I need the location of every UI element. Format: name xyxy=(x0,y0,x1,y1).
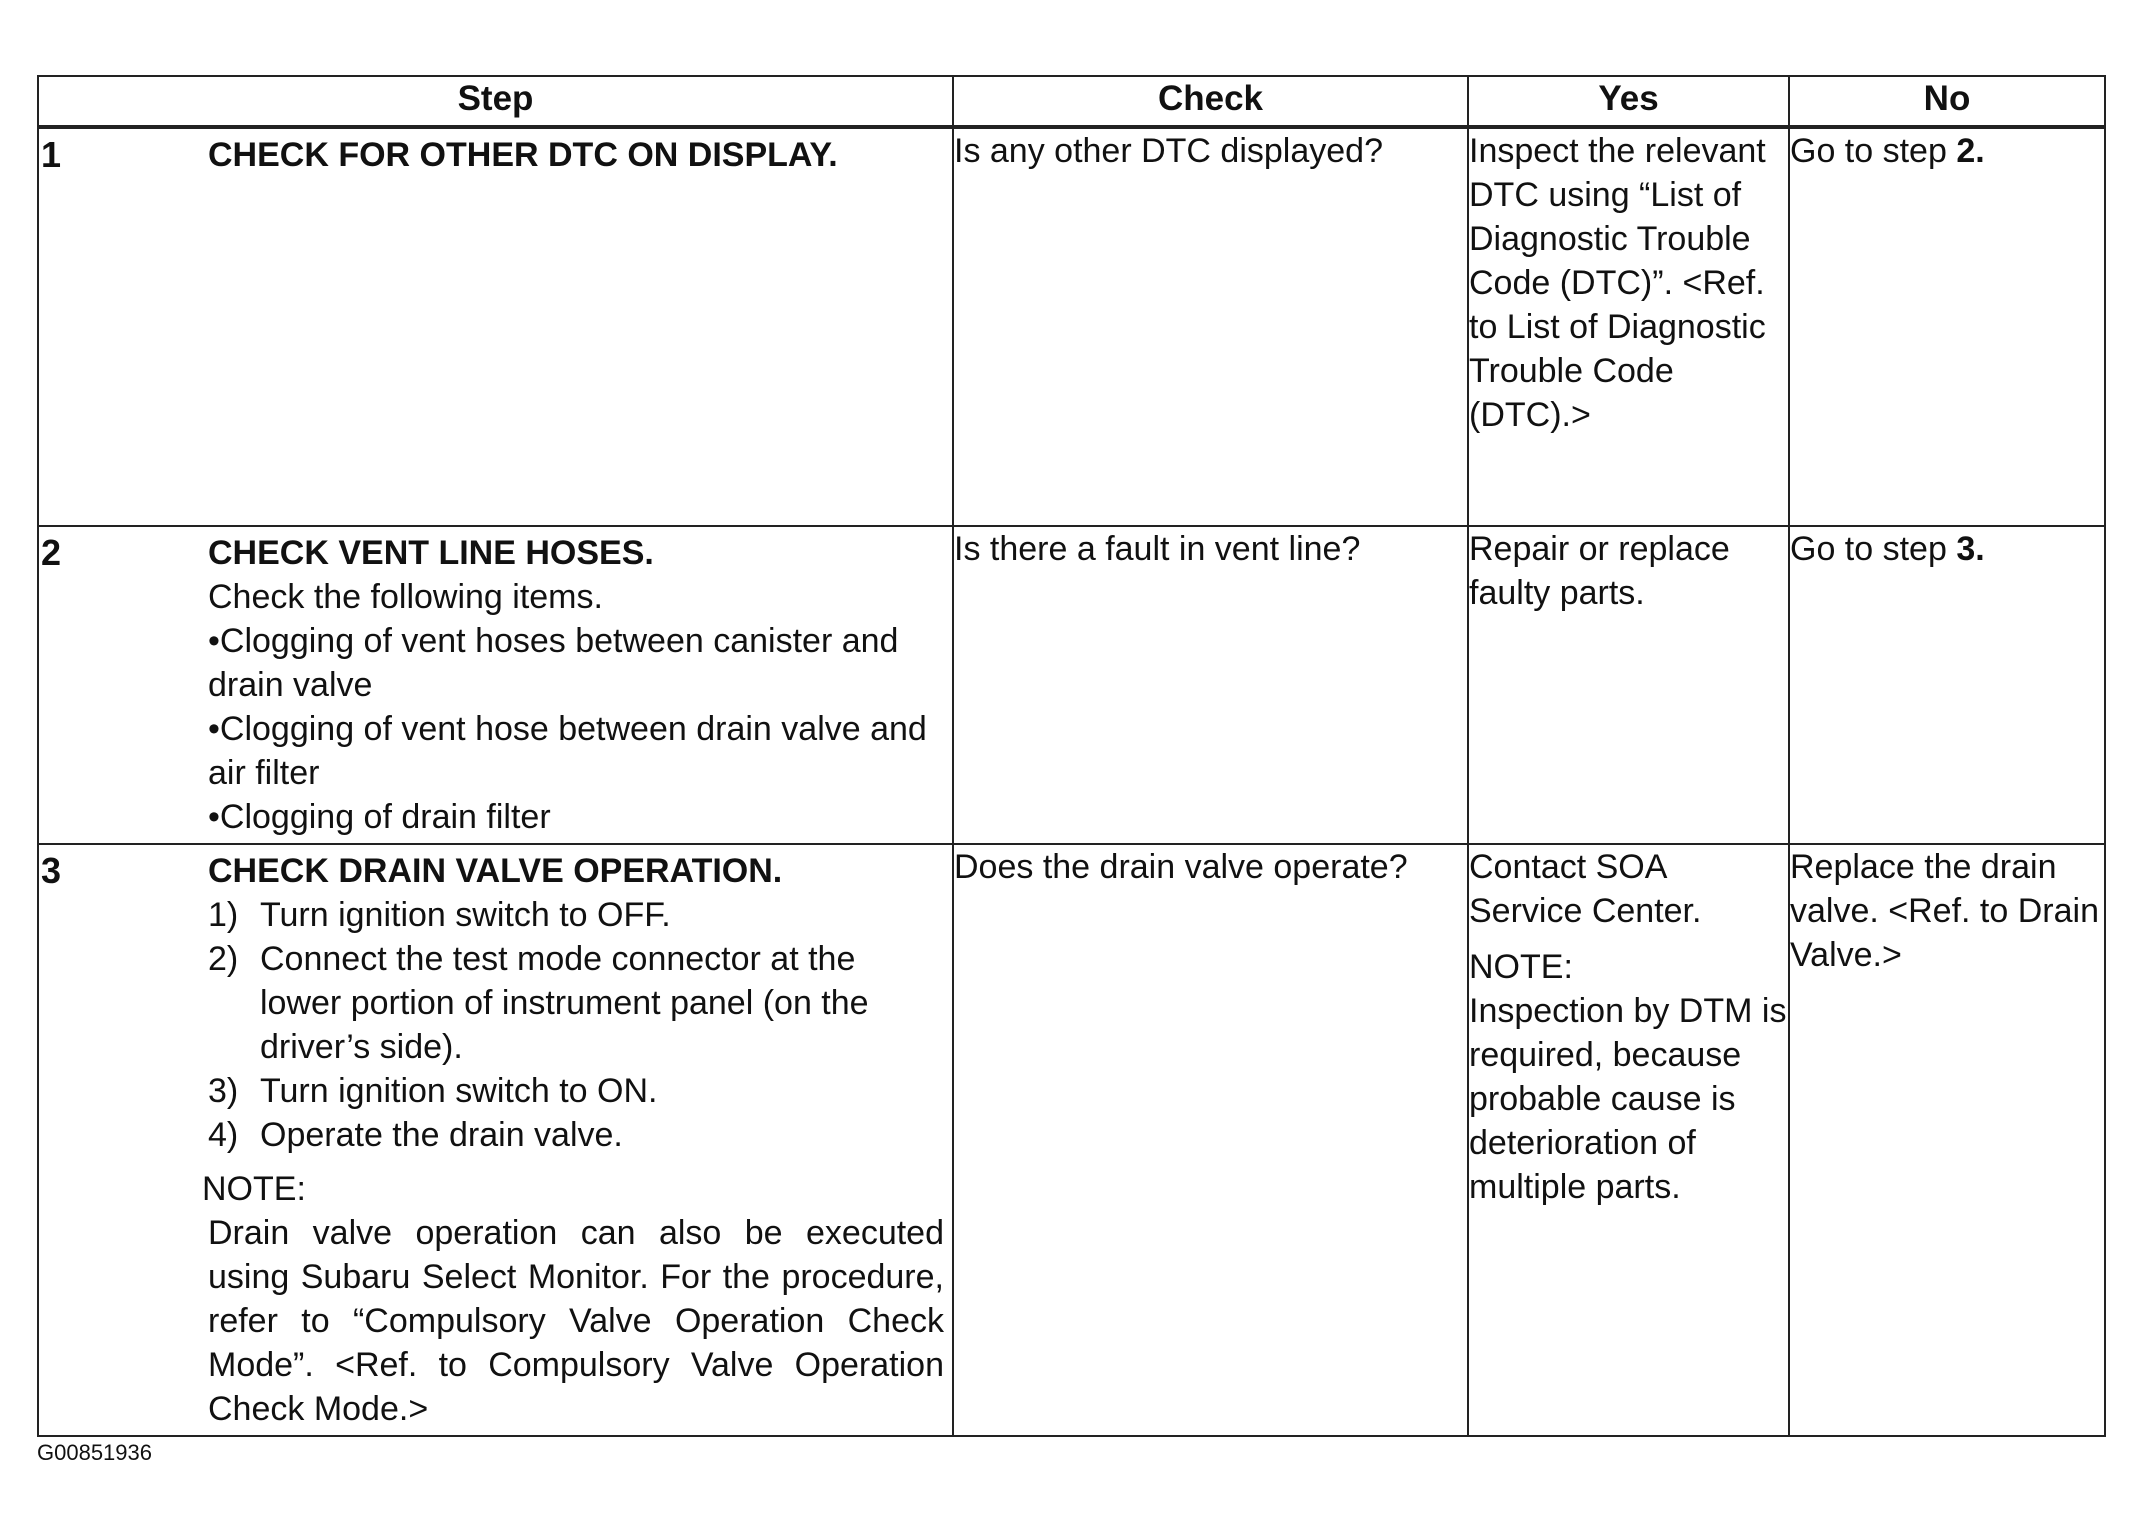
check-question: Is there a fault in vent line? xyxy=(954,530,1361,568)
procedure-item xyxy=(208,937,944,1069)
procedure-item xyxy=(208,893,944,937)
procedure-item-number: 3) xyxy=(208,1072,239,1110)
step-number: 3 xyxy=(41,850,62,891)
procedure-item-number: 2) xyxy=(208,940,239,978)
no-cell-2 xyxy=(1789,526,2105,844)
header-step: Step xyxy=(38,76,953,127)
checklist-item: •Clogging of vent hose between drain valve and air filter xyxy=(208,710,927,792)
note-label: NOTE: xyxy=(202,1170,306,1208)
check-cell-2 xyxy=(953,526,1468,844)
go-to-step-number: 2. xyxy=(1956,132,1985,170)
yes-cell-3 xyxy=(1468,844,1789,1436)
table-row-step-1 xyxy=(38,127,2105,526)
header-no: No xyxy=(1789,76,2105,127)
procedure-item-text: Connect the test mode connector at the lower portion of instrument panel (on the driver’s side). xyxy=(260,940,869,1066)
table-header-row xyxy=(38,76,2105,127)
table-row-step-2 xyxy=(38,526,2105,844)
diagnostic-procedure-table xyxy=(37,75,2106,1437)
step-number: 2 xyxy=(41,532,62,573)
check-cell-3 xyxy=(953,844,1468,1436)
table-row-step-3 xyxy=(38,844,2105,1436)
figure-id: G00851936 xyxy=(37,1440,152,1465)
procedure-list xyxy=(208,893,944,1157)
yes-action: Repair or replace faulty parts. xyxy=(1469,530,1730,612)
step-title: CHECK FOR OTHER DTC ON DISPLAY. xyxy=(208,136,838,174)
check-question: Is any other DTC displayed? xyxy=(954,132,1383,170)
procedure-item-text: Turn ignition switch to OFF. xyxy=(260,896,671,934)
yes-cell-1 xyxy=(1468,127,1789,526)
procedure-item-text: Turn ignition switch to ON. xyxy=(260,1072,658,1110)
go-to-step-number: 3. xyxy=(1956,530,1985,568)
check-cell-1 xyxy=(953,127,1468,526)
procedure-item xyxy=(208,1069,944,1113)
step-intro: Check the following items. xyxy=(208,578,603,616)
no-action: Replace the drain valve. <Ref. to Drain Valve.> xyxy=(1790,848,2099,974)
note-text: Drain valve operation can also be executed using Subaru Select Monitor. For the procedure, refer to “Compulsory Valve Operation Check Mode”. <Ref. to Compulsory Valve Operation Check Mode.> xyxy=(208,1214,944,1428)
step-title: CHECK VENT LINE HOSES. xyxy=(208,534,654,572)
no-cell-3 xyxy=(1789,844,2105,1436)
yes-cell-2 xyxy=(1468,526,1789,844)
no-action-prefix: Go to step xyxy=(1790,530,1957,568)
checklist-item: •Clogging of drain filter xyxy=(208,798,551,836)
diagnostic-procedure-table-wrapper xyxy=(37,75,2104,1437)
no-cell-1 xyxy=(1789,127,2105,526)
checklist-item: •Clogging of vent hoses between canister and drain valve xyxy=(208,622,899,704)
step-cell-2 xyxy=(38,526,953,844)
procedure-item-text: Operate the drain valve. xyxy=(260,1116,623,1154)
step-title: CHECK DRAIN VALVE OPERATION. xyxy=(208,852,783,890)
procedure-item-number: 4) xyxy=(208,1116,239,1154)
step-cell-1 xyxy=(38,127,953,526)
header-yes: Yes xyxy=(1468,76,1789,127)
step-number: 1 xyxy=(41,134,62,175)
check-question: Does the drain valve operate? xyxy=(954,848,1408,886)
yes-note-text: Inspection by DTM is required, because probable cause is deterioration of multiple parts. xyxy=(1469,992,1787,1206)
procedure-item-number: 1) xyxy=(208,896,239,934)
yes-note-label: NOTE: xyxy=(1469,948,1573,986)
yes-action: Inspect the relevant DTC using “List of Diagnostic Trouble Code (DTC)”. <Ref. to List of Diagnostic Trouble Code (DTC).> xyxy=(1469,132,1766,434)
step-cell-3 xyxy=(38,844,953,1436)
yes-action: Contact SOA Service Center. xyxy=(1469,848,1702,930)
header-check: Check xyxy=(953,76,1468,127)
no-action-prefix: Go to step xyxy=(1790,132,1957,170)
procedure-item xyxy=(208,1113,944,1157)
